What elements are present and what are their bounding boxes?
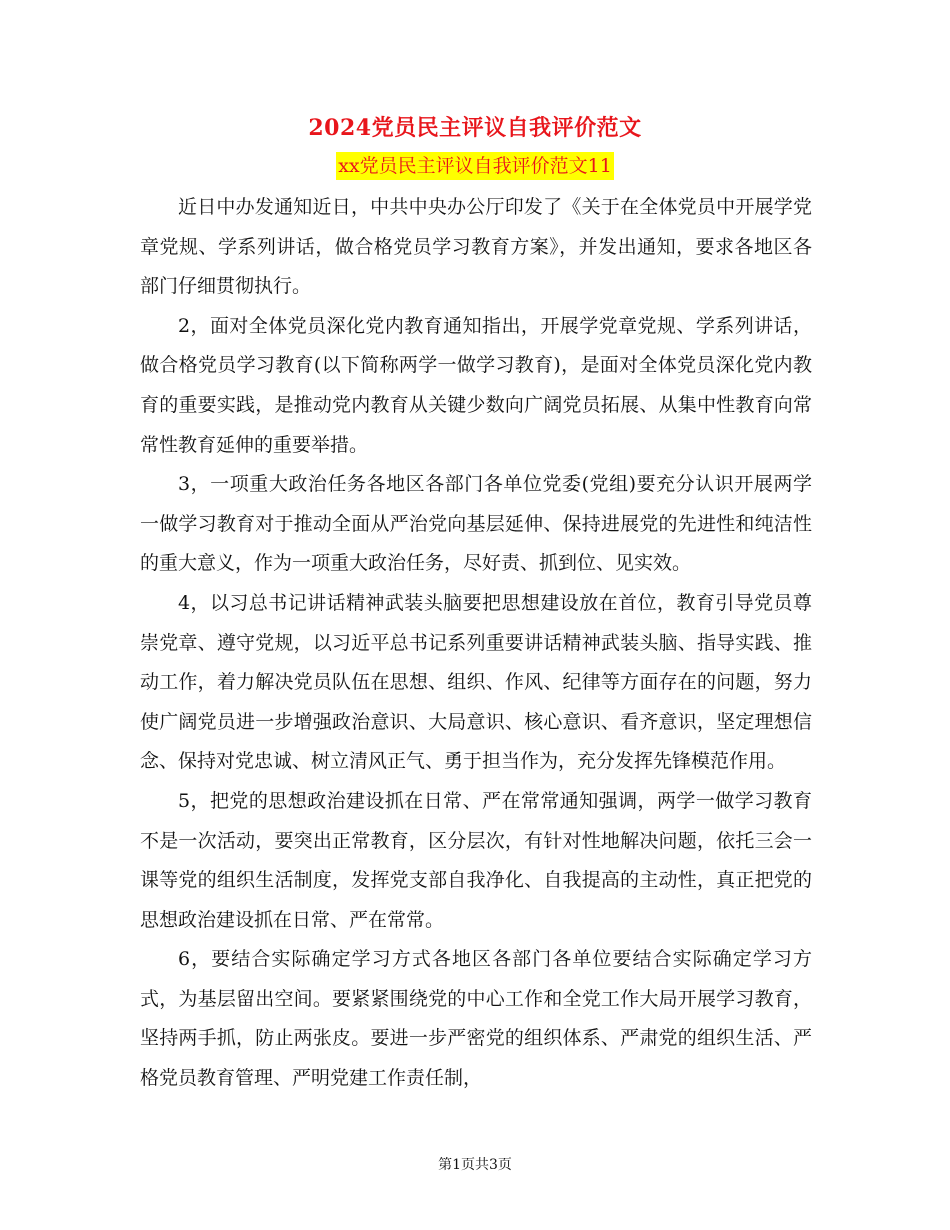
document-body xyxy=(140,188,812,1099)
subtitle-row xyxy=(0,152,950,180)
document-subtitle: xx党员民主评议自我评价范文11 xyxy=(336,152,614,180)
paragraph: 4，以习总书记讲话精神武装头脑要把思想建设放在首位，教育引导党员尊崇党章、遵守党规，以习近平总书记系列重要讲话精神武装头脑、指导实践、推动工作，着力解决党员队伍在思想、组织、作风、纪律等方面存在的问题，努力使广阔党员进一步增强政治意识、大局意识、核心意识、看齐意识，坚定理想信念、保持对党忠诚、树立清风正气、勇于担当作为，充分发挥先锋模范作用。 xyxy=(140,591,812,773)
paragraph: 3，一项重大政治任务各地区各部门各单位党委(党组)要充分认识开展两学一做学习教育对于推动全面从严治党向基层延伸、保持进展党的先进性和纯洁性的重大意义，作为一项重大政治任务，尽好责、抓到位、见实效。 xyxy=(140,473,812,575)
paragraph: 5，把党的思想政治建设抓在日常、严在常常通知强调，两学一做学习教育不是一次活动，要突出正常教育，区分层次，有针对性地解决问题，依托三会一课等党的组织生活制度，发挥党支部自我净化、自我提高的主动性，真正把党的思想政治建设抓在日常、严在常常。 xyxy=(140,789,812,931)
document-title: 2024党员民主评议自我评价范文 xyxy=(308,115,642,141)
page-footer: 第1页共3页 xyxy=(438,1157,512,1173)
paragraph: 6，要结合实际确定学习方式各地区各部门各单位要结合实际确定学习方式，为基层留出空间。要紧紧围绕党的中心工作和全党工作大局开展学习教育，坚持两手抓，防止两张皮。要进一步严密党的组织体系、严肃党的组织生活、严格党员教育管理、严明党建工作责任制， xyxy=(140,948,812,1090)
paragraph: 近日中办发通知近日，中共中央办公厅印发了《关于在全体党员中开展学党章党规、学系列讲话，做合格党员学习教育方案》，并发出通知，要求各地区各部门仔细贯彻执行。 xyxy=(140,196,812,298)
paragraph: 2，面对全体党员深化党内教育通知指出，开展学党章党规、学系列讲话，做合格党员学习教育(以下简称两学一做学习教育)，是面对全体党员深化党内教育的重要实践，是推动党内教育从关键少数向广阔党员拓展、从集中性教育向常常性教育延伸的重要举措。 xyxy=(140,314,812,456)
